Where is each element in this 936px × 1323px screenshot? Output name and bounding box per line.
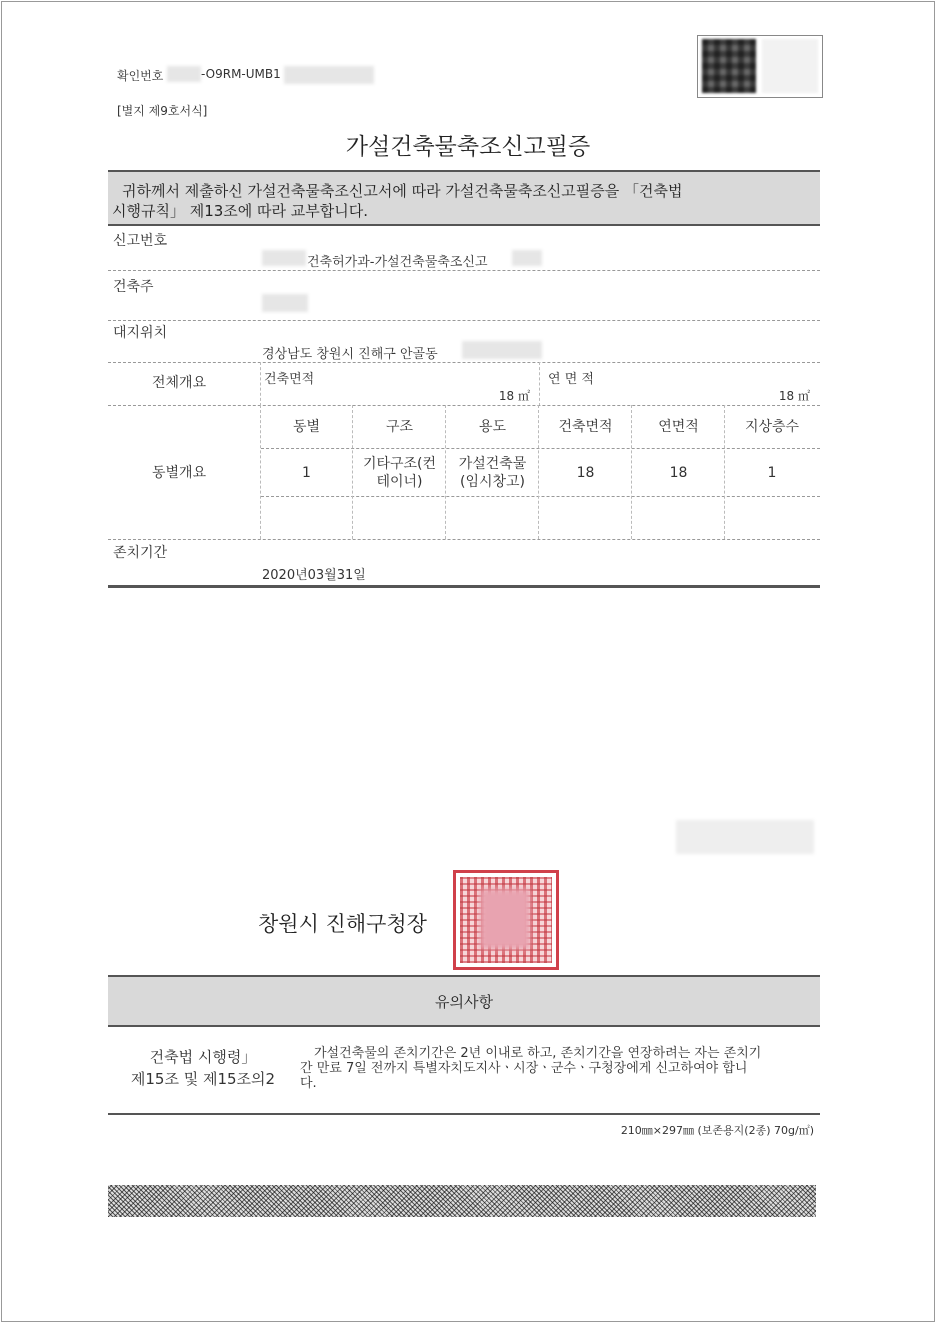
section-rule	[108, 585, 820, 588]
building-area-value: 18 ㎡	[498, 389, 530, 403]
qr-code-icon	[702, 39, 756, 93]
divider	[108, 320, 820, 321]
divider	[108, 362, 820, 363]
notice-law-line2: 제15조 및 제15조의2	[130, 1070, 276, 1088]
notice-text-line3: 다.	[300, 1076, 317, 1091]
notice-text	[300, 1046, 820, 1091]
divider	[108, 539, 820, 540]
divider	[108, 270, 820, 271]
seal-blur-icon	[480, 889, 530, 949]
redacted-block	[262, 250, 306, 266]
owner-label: 건축주	[113, 279, 154, 295]
divider	[538, 405, 539, 539]
header-dong: 동별	[292, 419, 321, 435]
confirm-number-code: -O9RM-UMB1	[201, 67, 281, 81]
redacted-block	[512, 250, 542, 266]
header-structure: 구조	[385, 419, 414, 435]
table-cell: 1	[767, 465, 777, 481]
notice-law	[108, 1046, 298, 1090]
divider	[352, 405, 353, 539]
header-building-area: 건축면적	[558, 419, 613, 435]
notice-text-line2: 간 만료 7일 전까지 특별자치도지사ㆍ시장ㆍ군수ㆍ구청장에게 신고하여야 합니	[300, 1061, 748, 1076]
divider	[539, 362, 540, 406]
table-cell: 기타구조(컨 테이너)	[362, 456, 437, 490]
confirm-number-label: 확인번호	[117, 69, 164, 83]
divider	[631, 405, 632, 539]
site-label: 대지위치	[113, 325, 168, 341]
table-cell: 18	[669, 465, 688, 481]
notice-heading: 유의사항	[435, 993, 493, 1011]
issuer-name: 창원시 진해구청장	[258, 912, 427, 936]
redacted-date	[676, 820, 814, 854]
qr-side-icon	[762, 39, 818, 93]
divider	[260, 362, 261, 406]
qr-code-image	[697, 35, 823, 98]
intro-line-2: 시행규칙」 제13조에 따라 교부합니다.	[112, 202, 369, 220]
official-seal-stamp	[453, 870, 559, 970]
duration-label: 존치기간	[113, 545, 168, 561]
report-no-value: 건축허가과-가설건축물축조신고	[307, 255, 488, 270]
redacted-owner	[262, 294, 308, 312]
report-no-label: 신고번호	[113, 233, 168, 249]
table-cell: 1	[302, 465, 311, 481]
dong-label: 동별개요	[152, 465, 207, 481]
notice-law-line1: 건축법 시행령」	[149, 1048, 257, 1066]
anti-copy-pattern	[108, 1185, 816, 1217]
page-title: 가설건축물축조신고필증	[345, 134, 591, 160]
notice-text-line1: 가설건축물의 존치기간은 2년 이내로 하고, 존치기간을 연장하려는 자는 존치기	[314, 1046, 762, 1061]
redacted-block	[167, 66, 201, 82]
intro-box	[108, 170, 820, 226]
paper-spec: 210㎜×297㎜ (보존용지(2종) 70g/㎡)	[620, 1124, 814, 1137]
divider	[261, 496, 820, 497]
divider	[724, 405, 725, 539]
header-floor-area: 연면적	[658, 419, 699, 435]
section-rule	[108, 1113, 820, 1115]
notice-header	[108, 975, 820, 1027]
duration-value: 2020년03월31일	[262, 568, 366, 583]
divider	[261, 448, 820, 449]
divider	[445, 405, 446, 539]
header-use: 용도	[478, 419, 507, 435]
table-cell: 18	[576, 465, 595, 481]
redacted-block	[462, 341, 542, 359]
floor-area-value: 18 ㎡	[778, 389, 810, 403]
floor-area-label: 연 면 적	[548, 372, 594, 387]
header-floors: 지상층수	[744, 419, 800, 435]
table-cell: 가설건축물 (임시창고)	[458, 456, 527, 490]
building-area-label: 건축면적	[264, 372, 315, 387]
intro-line-1: 귀하께서 제출하신 가설건축물축조신고서에 따라 가설건축물축조신고필증을 「건축법	[122, 182, 683, 200]
site-value: 경상남도 창원시 진해구 안골동	[262, 347, 438, 362]
form-tag: [별지 제9호서식]	[117, 104, 208, 118]
overview-label: 전체개요	[152, 375, 207, 391]
divider	[108, 405, 820, 406]
redacted-block	[284, 66, 374, 84]
